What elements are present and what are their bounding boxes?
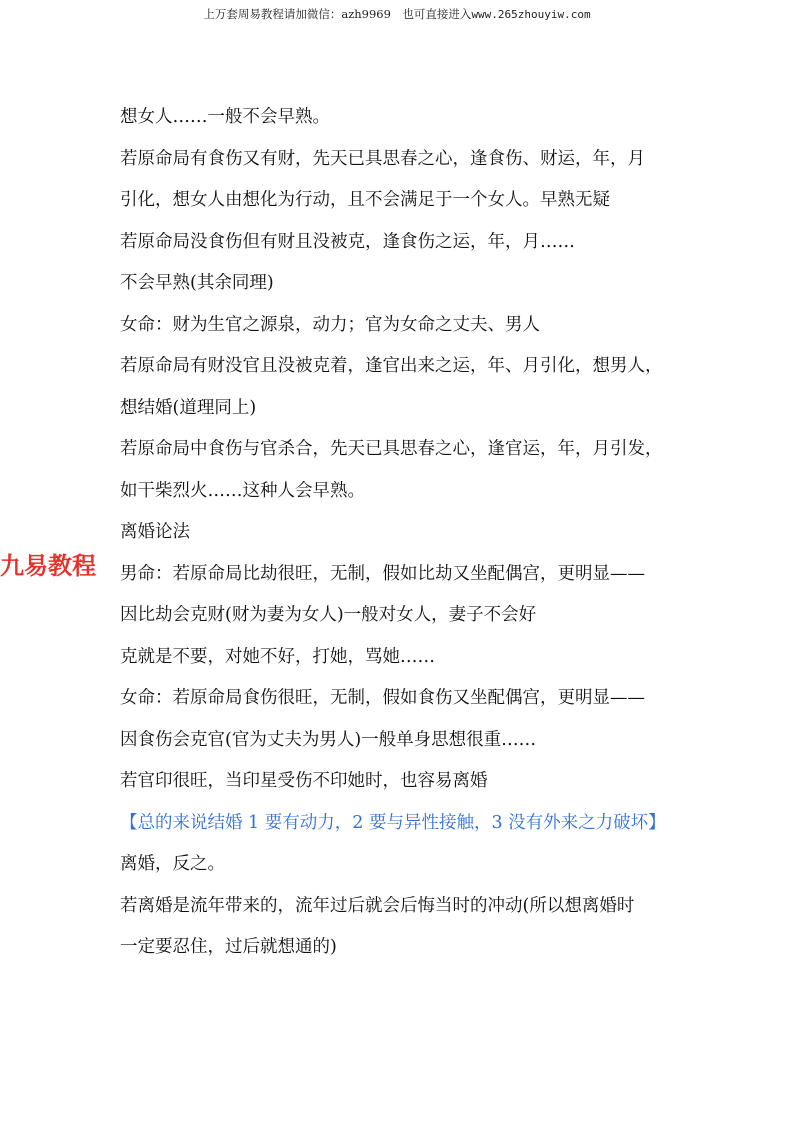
document-body	[120, 104, 680, 976]
text-line: 若原命局有食伤又有财，先天已具思春之心，逢食伤、财运，年，月	[120, 148, 645, 169]
watermark-logo: 九易教程	[0, 552, 96, 580]
text-line: 若原命局中食伤与官杀合，先天已具思春之心，逢官运，年，月引发，	[120, 439, 663, 459]
header-text: 上万套周易教程请加微信：azh9969 也可直接进入	[203, 7, 472, 21]
text-line: 一定要忍住，过后就想通的)	[120, 937, 337, 957]
text-line: 想女人……一般不会早熟。	[120, 107, 330, 127]
text-line: 若原命局没食伤但有财且没被克，逢食伤之运，年，月……	[120, 231, 575, 252]
text-line: 引化，想女人由想化为行动，且不会满足于一个女人。早熟无疑	[120, 190, 610, 210]
highlight-summary: 【总的来说结婚 1 要有动力，2 要与异性接触，3 没有外来之力破坏】	[120, 812, 666, 833]
text-line: 若离婚是流年带来的，流年过后就会后悔当时的冲动(所以想离婚时	[120, 895, 635, 916]
text-line: 因比劫会克财(财为妻为女人)一般对女人，妻子不会好	[120, 605, 537, 625]
text-line: 男命：若原命局比劫很旺，无制，假如比劫又坐配偶宫，更明显——	[120, 563, 645, 584]
text-line: 不会早熟(其余同理)	[120, 273, 274, 293]
text-line: 若官印很旺，当印星受伤不印她时，也容易离婚	[120, 771, 488, 791]
text-line: 离婚，反之。	[120, 854, 225, 874]
section-heading: 离婚论法	[120, 522, 190, 542]
text-line: 因食伤会克官(官为丈夫为男人)一般单身思想很重……	[120, 729, 537, 750]
text-line: 想结婚(道理同上)	[120, 397, 257, 418]
text-line: 若原命局有财没官且没被克着，逢官出来之运，年、月引化，想男人，	[120, 356, 663, 376]
header-url[interactable]: www.265zhouyiw.com	[471, 8, 591, 21]
text-line: 女命：若原命局食伤很旺，无制，假如食伤又坐配偶宫，更明显——	[120, 688, 645, 708]
page-header	[0, 6, 794, 22]
text-line: 如干柴烈火……这种人会早熟。	[120, 480, 365, 501]
text-line: 克就是不要，对她不好，打她，骂她……	[120, 646, 435, 667]
text-line: 女命：财为生官之源泉，动力；官为女命之丈夫、男人	[120, 314, 540, 335]
